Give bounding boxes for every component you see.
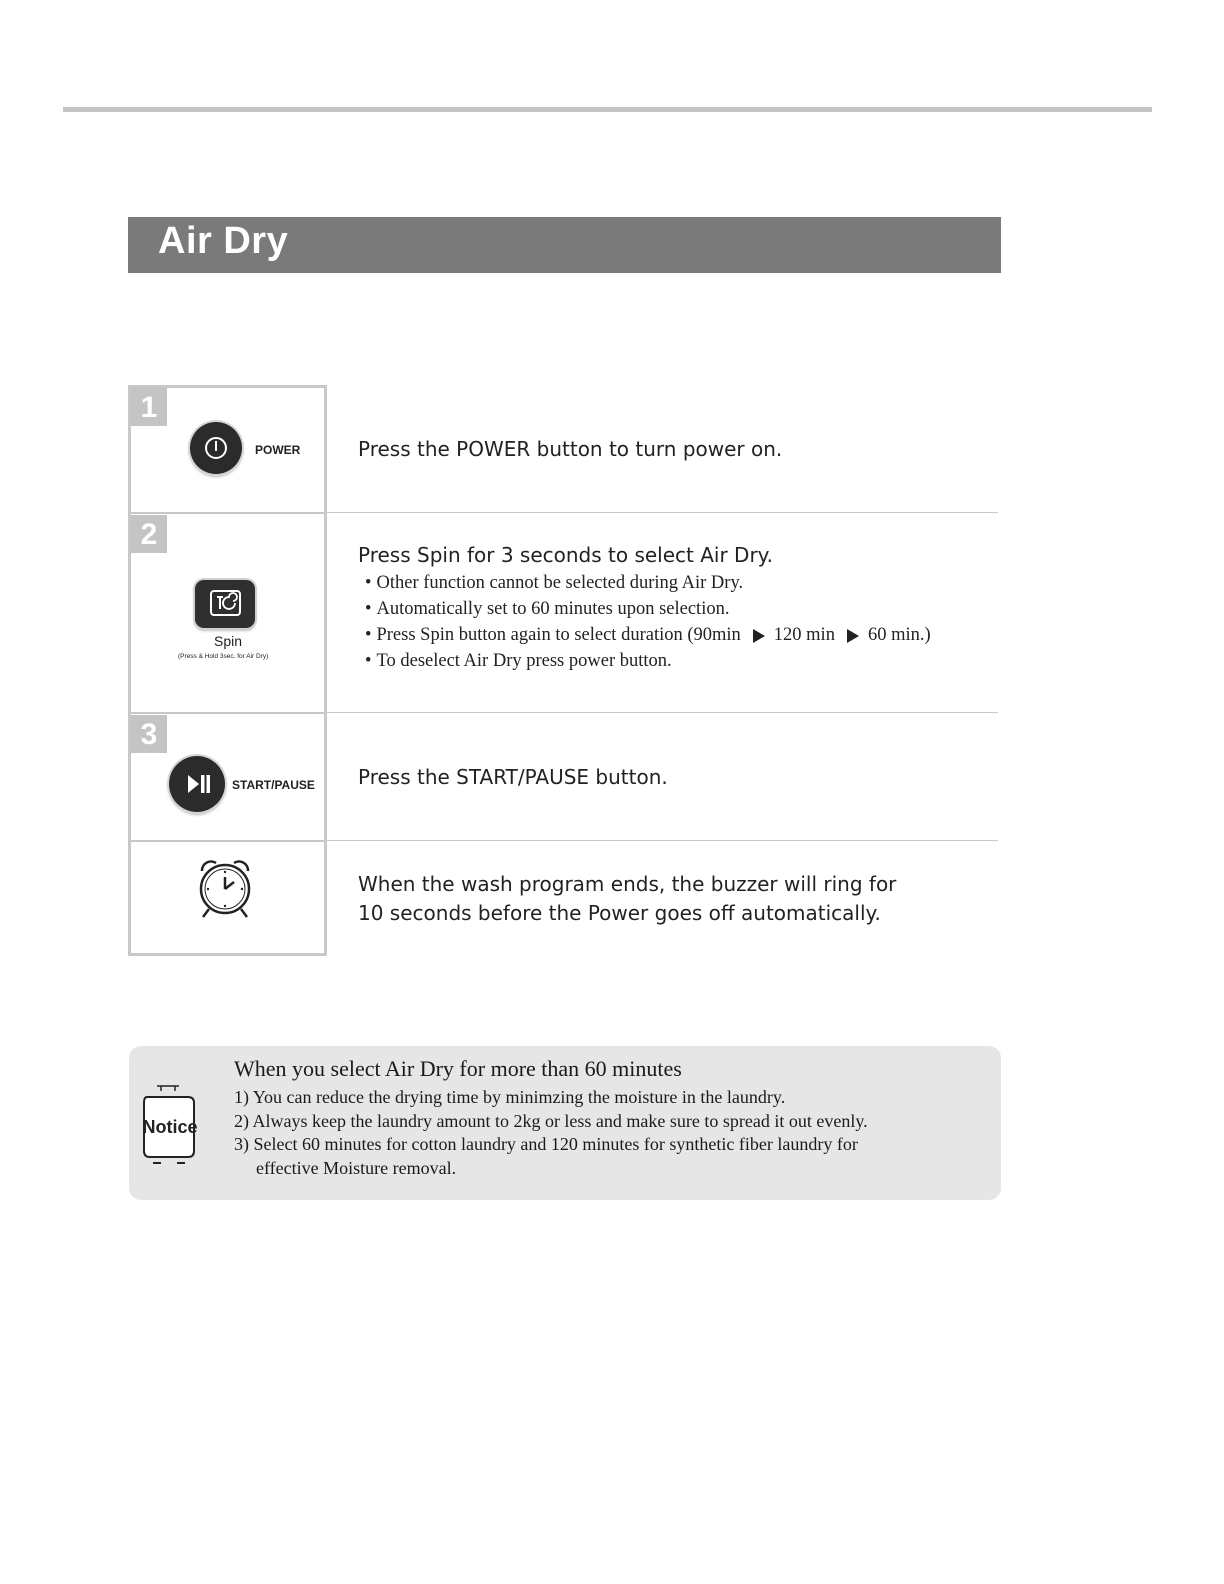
bullet-text: 120 min <box>773 625 835 645</box>
power-button-label: POWER <box>255 443 301 457</box>
start-pause-button-label: START/PAUSE <box>232 778 315 792</box>
notice-item: 3) Select 60 minutes for cotton laundry and 120 minutes for synthetic fiber laundry for <box>234 1134 858 1154</box>
step-number: 1 <box>131 388 167 426</box>
notice-item: effective Moisture removal. <box>256 1157 457 1178</box>
step-bullet-list <box>365 570 931 674</box>
notice-box <box>129 1046 1001 1200</box>
spin-button <box>195 580 255 628</box>
start-pause-button <box>169 756 225 812</box>
instruction-line: 10 seconds before the Power goes off automatically. <box>358 901 881 925</box>
step-instruction <box>358 870 896 928</box>
instruction-line: When the wash program ends, the buzzer will ring for <box>358 872 897 896</box>
arrow-right-icon <box>753 629 765 643</box>
row-divider <box>128 512 327 514</box>
bullet-text: 60 min.) <box>867 625 931 645</box>
step-instruction: Press Spin for 3 seconds to select Air Dry. <box>358 543 774 567</box>
steps-table <box>128 385 998 956</box>
row-divider <box>128 712 327 714</box>
top-rule <box>63 107 1152 112</box>
notice-heading: When you select Air Dry for more than 60 minutes <box>234 1056 682 1081</box>
row-divider <box>128 840 327 842</box>
bullet-text: To deselect Air Dry press power button. <box>376 651 672 671</box>
bullet-item <box>365 648 931 674</box>
section-title-bar <box>128 217 1001 273</box>
alarm-clock-icon <box>192 855 258 921</box>
step-row-2 <box>128 513 998 713</box>
arrow-right-icon <box>847 629 859 643</box>
notice-list <box>234 1086 868 1180</box>
step-row-1 <box>128 385 998 513</box>
step-instruction: Press the POWER button to turn power on. <box>358 437 783 461</box>
bullet-text: Press Spin button again to select duration (90min <box>376 625 741 645</box>
notice-icon <box>141 1083 199 1167</box>
spin-button-label: Spin <box>214 633 243 649</box>
step-number: 3 <box>131 715 167 753</box>
notice-badge-text: Notice <box>142 1117 198 1137</box>
page-title: Air Dry <box>158 220 289 262</box>
bullet-item <box>365 570 931 596</box>
spin-button-sublabel: (Press & Hold 3sec. for Air Dry) <box>178 653 269 660</box>
bullet-item <box>365 596 931 622</box>
bullet-item <box>365 622 931 648</box>
bullet-text: Other function cannot be selected during Air Dry. <box>376 573 744 593</box>
play-pause-icon <box>169 756 225 812</box>
step-row-3 <box>128 713 998 841</box>
spin-icon <box>195 580 255 628</box>
power-icon <box>190 422 242 474</box>
power-button <box>190 422 242 474</box>
step-row-end <box>128 841 998 953</box>
bullet-text: Automatically set to 60 minutes upon selection. <box>376 599 730 619</box>
notice-item: 2) Always keep the laundry amount to 2kg or less and make sure to spread it out evenly. <box>234 1110 868 1131</box>
step-number: 2 <box>131 515 167 553</box>
notice-item: 1) You can reduce the drying time by minimzing the moisture in the laundry. <box>234 1087 786 1107</box>
step-instruction: Press the START/PAUSE button. <box>358 765 668 789</box>
